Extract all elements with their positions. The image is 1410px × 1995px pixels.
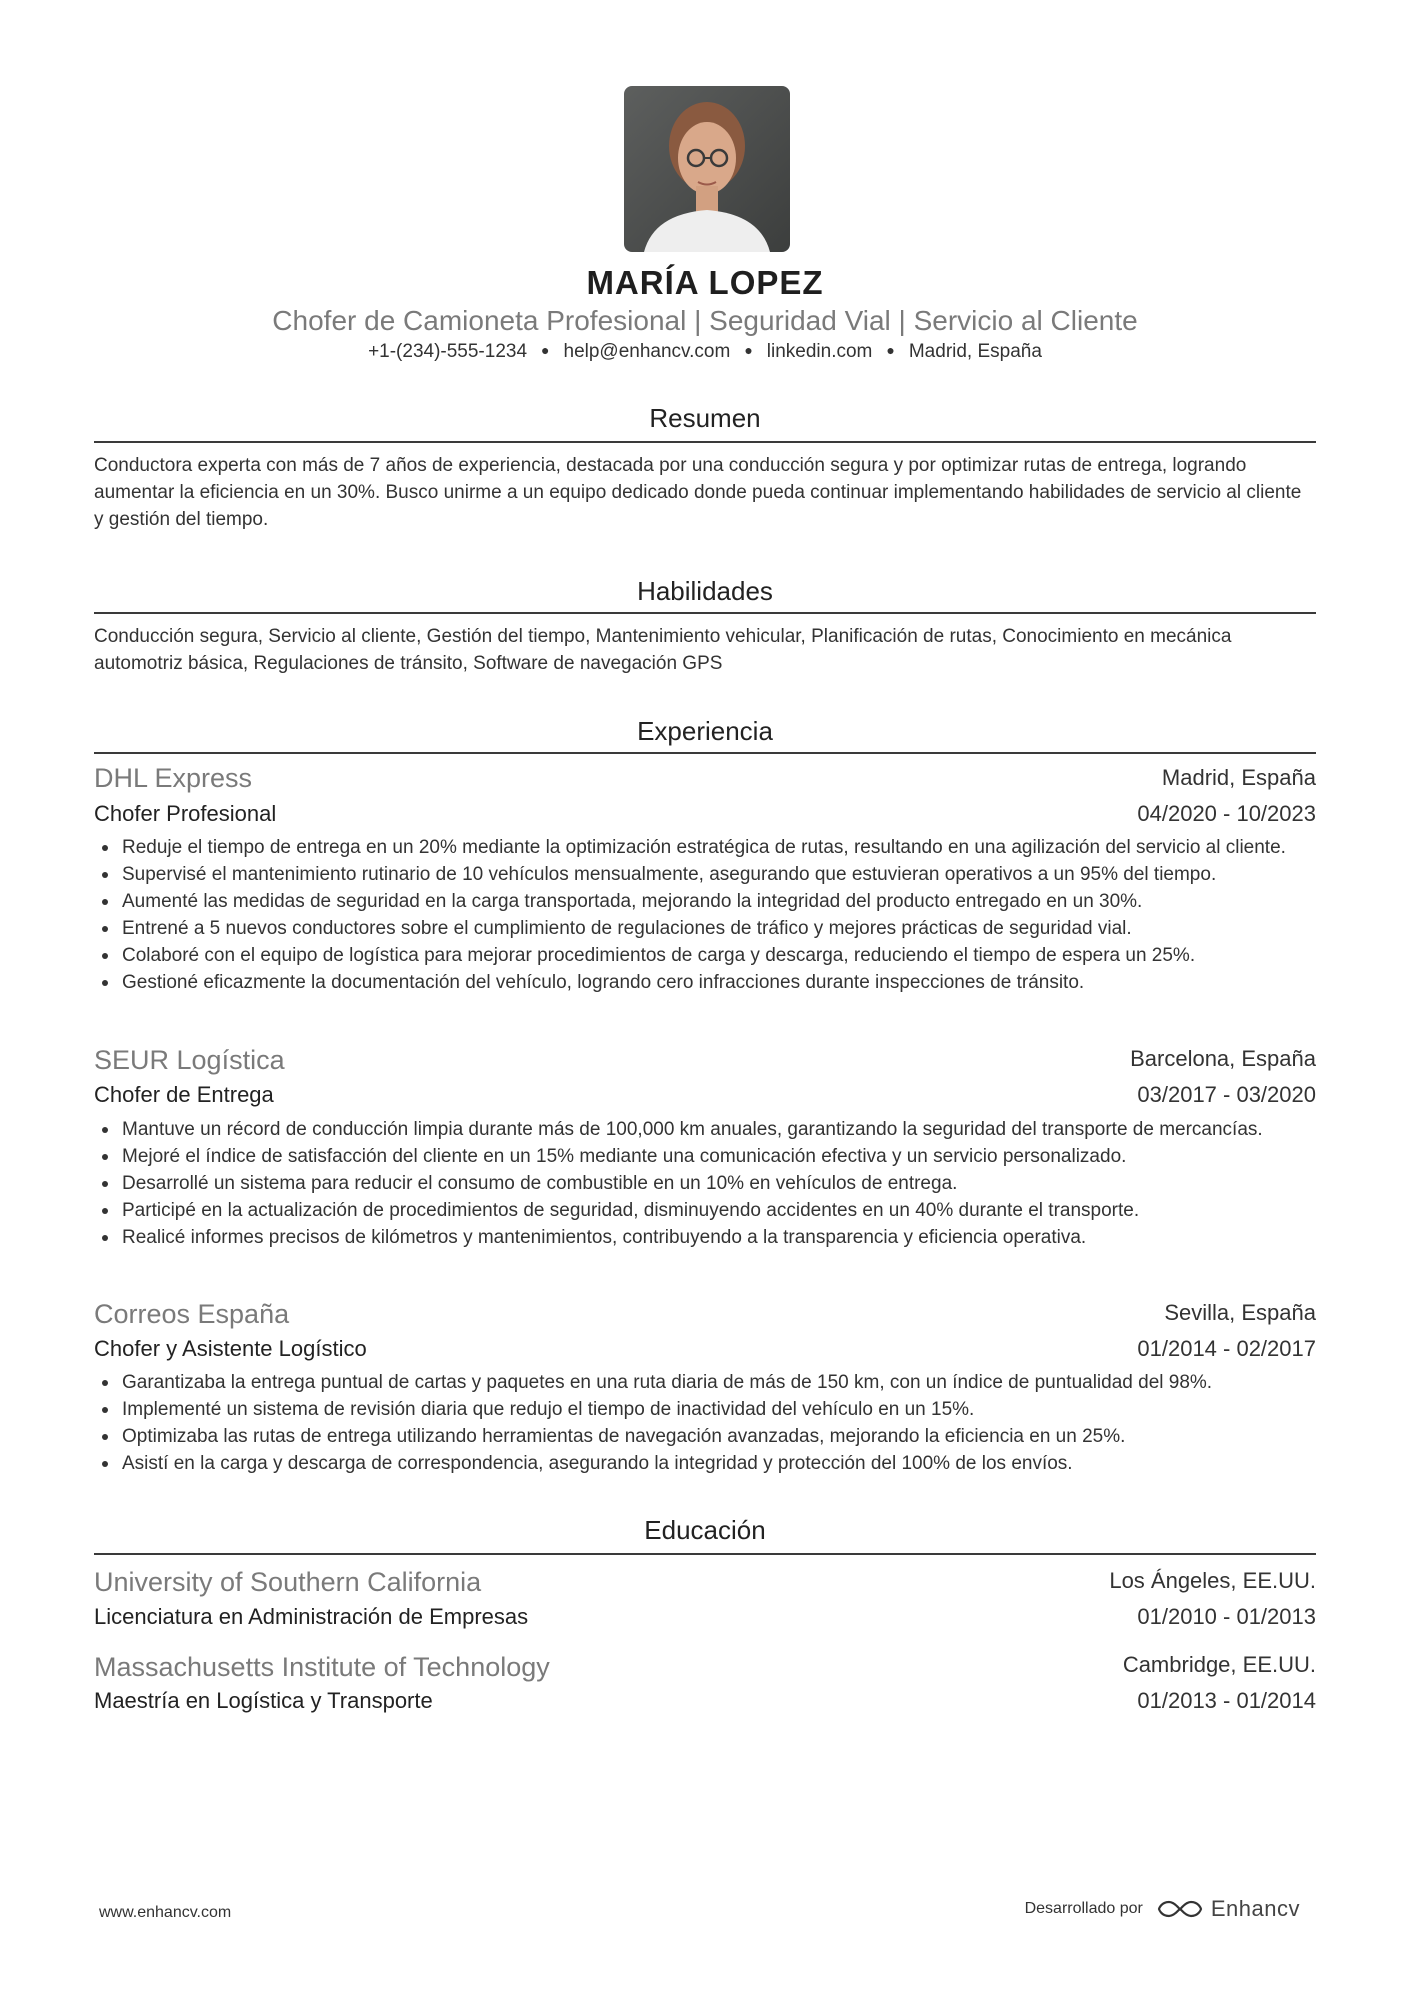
- section-title-skills: Habilidades: [637, 576, 773, 606]
- job-company: Correos España: [94, 1299, 290, 1329]
- footer-website-link[interactable]: www.enhancv.com: [99, 1904, 232, 1921]
- bullet-separator: ●: [541, 342, 550, 358]
- list-item: Mantuve un récord de conducción limpia durante más de 100,000 km anuales, garantizando la seguridad del transporte de mercancías.: [94, 1116, 1316, 1143]
- section-divider: [94, 752, 1316, 754]
- profile-photo: [624, 86, 790, 252]
- education-degree: Maestría en Logística y Transporte: [94, 1688, 433, 1713]
- job-role: Chofer Profesional: [94, 801, 277, 826]
- education-dates: 01/2013 - 01/2014: [1137, 1688, 1316, 1713]
- contact-email[interactable]: help@enhancv.com: [563, 341, 731, 362]
- list-item: Aumenté las medidas de seguridad en la carga transportada, mejorando la integridad del producto entregado en un 30%.: [94, 888, 1316, 915]
- job-bullets: [94, 834, 1316, 996]
- section-title-education: Educación: [644, 1515, 766, 1545]
- section-divider: [94, 441, 1316, 443]
- candidate-tagline: Chofer de Camioneta Profesional | Seguridad Vial | Servicio al Cliente: [272, 305, 1138, 336]
- job-dates: 04/2020 - 10/2023: [1137, 801, 1316, 826]
- education-location: Los Ángeles, EE.UU.: [1109, 1568, 1316, 1593]
- section-title-summary: Resumen: [649, 403, 761, 433]
- list-item: Gestioné eficazmente la documentación del vehículo, logrando cero infracciones durante inspecciones de tránsito.: [94, 969, 1316, 996]
- job-role: Chofer de Entrega: [94, 1082, 274, 1107]
- job-bullets: [94, 1116, 1316, 1251]
- list-item: Asistí en la carga y descarga de correspondencia, asegurando la integridad y protección del 100% de los envíos.: [94, 1450, 1316, 1477]
- bullet-separator: ●: [886, 342, 895, 358]
- job-dates: 03/2017 - 03/2020: [1137, 1082, 1316, 1107]
- list-item: Reduje el tiempo de entrega en un 20% mediante la optimización estratégica de rutas, resultando en una agilización del servicio al cliente.: [94, 834, 1316, 861]
- section-title-experience: Experiencia: [637, 716, 773, 746]
- avatar-image: [624, 86, 790, 252]
- candidate-name: MARÍA LOPEZ: [586, 264, 824, 301]
- enhancv-logo-icon: [1157, 1898, 1203, 1920]
- summary-text: Conductora experta con más de 7 años de experiencia, destacada por una conducción segura y por optimizar rutas de entrega, logrando aumentar la eficiencia en un 30%. Busco unirme a un equipo dedicado donde pueda continuar implementando habilidades de servicio al cliente y gestión del tiempo.: [94, 455, 1302, 530]
- skills-text: Conducción segura, Servicio al cliente, Gestión del tiempo, Mantenimiento vehicular, Planificación de rutas, Conocimiento en mecánica automotriz básica, Regulaciones de tránsito, Software de navegación GPS: [94, 626, 1232, 674]
- list-item: Mejoré el índice de satisfacción del cliente en un 15% mediante una comunicación efectiva y un servicio personalizado.: [94, 1143, 1316, 1170]
- education-school: University of Southern California: [94, 1567, 482, 1597]
- job-location: Madrid, España: [1161, 765, 1316, 790]
- job-company: SEUR Logística: [94, 1045, 285, 1075]
- list-item: Implementé un sistema de revisión diaria que redujo el tiempo de inactividad del vehículo en un 15%.: [94, 1396, 1316, 1423]
- job-company: DHL Express: [94, 763, 253, 793]
- contact-phone[interactable]: +1-(234)-555-1234: [368, 341, 528, 362]
- contact-line: [0, 341, 1410, 363]
- job-bullets: [94, 1369, 1316, 1477]
- contact-linkedin[interactable]: linkedin.com: [766, 341, 873, 362]
- list-item: Entrené a 5 nuevos conductores sobre el cumplimiento de regulaciones de tráfico y mejores prácticas de seguridad vial.: [94, 915, 1316, 942]
- education-location: Cambridge, EE.UU.: [1122, 1652, 1316, 1677]
- list-item: Colaboré con el equipo de logística para mejorar procedimientos de carga y descarga, reduciendo el tiempo de espera un 25%.: [94, 942, 1316, 969]
- bullet-separator: ●: [744, 342, 753, 358]
- brand-name: Enhancv: [1210, 1896, 1300, 1921]
- section-divider: [94, 612, 1316, 614]
- contact-location: Madrid, España: [908, 341, 1042, 362]
- job-role: Chofer y Asistente Logístico: [94, 1336, 367, 1361]
- section-divider: [94, 1553, 1316, 1555]
- list-item: Supervisé el mantenimiento rutinario de 10 vehículos mensualmente, asegurando que estuvieran operativos a un 95% del tiempo.: [94, 861, 1316, 888]
- job-location: Barcelona, España: [1130, 1046, 1316, 1071]
- education-school: Massachusetts Institute of Technology: [94, 1652, 550, 1682]
- education-degree: Licenciatura en Administración de Empresas: [94, 1604, 529, 1629]
- list-item: Garantizaba la entrega puntual de cartas y paquetes en una ruta diaria de más de 150 km, con un índice de puntualidad del 98%.: [94, 1369, 1316, 1396]
- job-dates: 01/2014 - 02/2017: [1137, 1336, 1316, 1361]
- powered-by-label: Desarrollado por: [1024, 1900, 1143, 1917]
- list-item: Optimizaba las rutas de entrega utilizando herramientas de navegación avanzadas, mejorando la eficiencia en un 25%.: [94, 1423, 1316, 1450]
- education-dates: 01/2010 - 01/2013: [1137, 1604, 1316, 1629]
- list-item: Participé en la actualización de procedimientos de seguridad, disminuyendo accidentes en un 40% durante el transporte.: [94, 1197, 1316, 1224]
- list-item: Desarrollé un sistema para reducir el consumo de combustible en un 10% en vehículos de entrega.: [94, 1170, 1316, 1197]
- list-item: Realicé informes precisos de kilómetros y mantenimientos, contribuyendo a la transparencia y eficiencia operativa.: [94, 1224, 1316, 1251]
- job-location: Sevilla, España: [1164, 1300, 1316, 1325]
- footer-branding: [1025, 1896, 1300, 1922]
